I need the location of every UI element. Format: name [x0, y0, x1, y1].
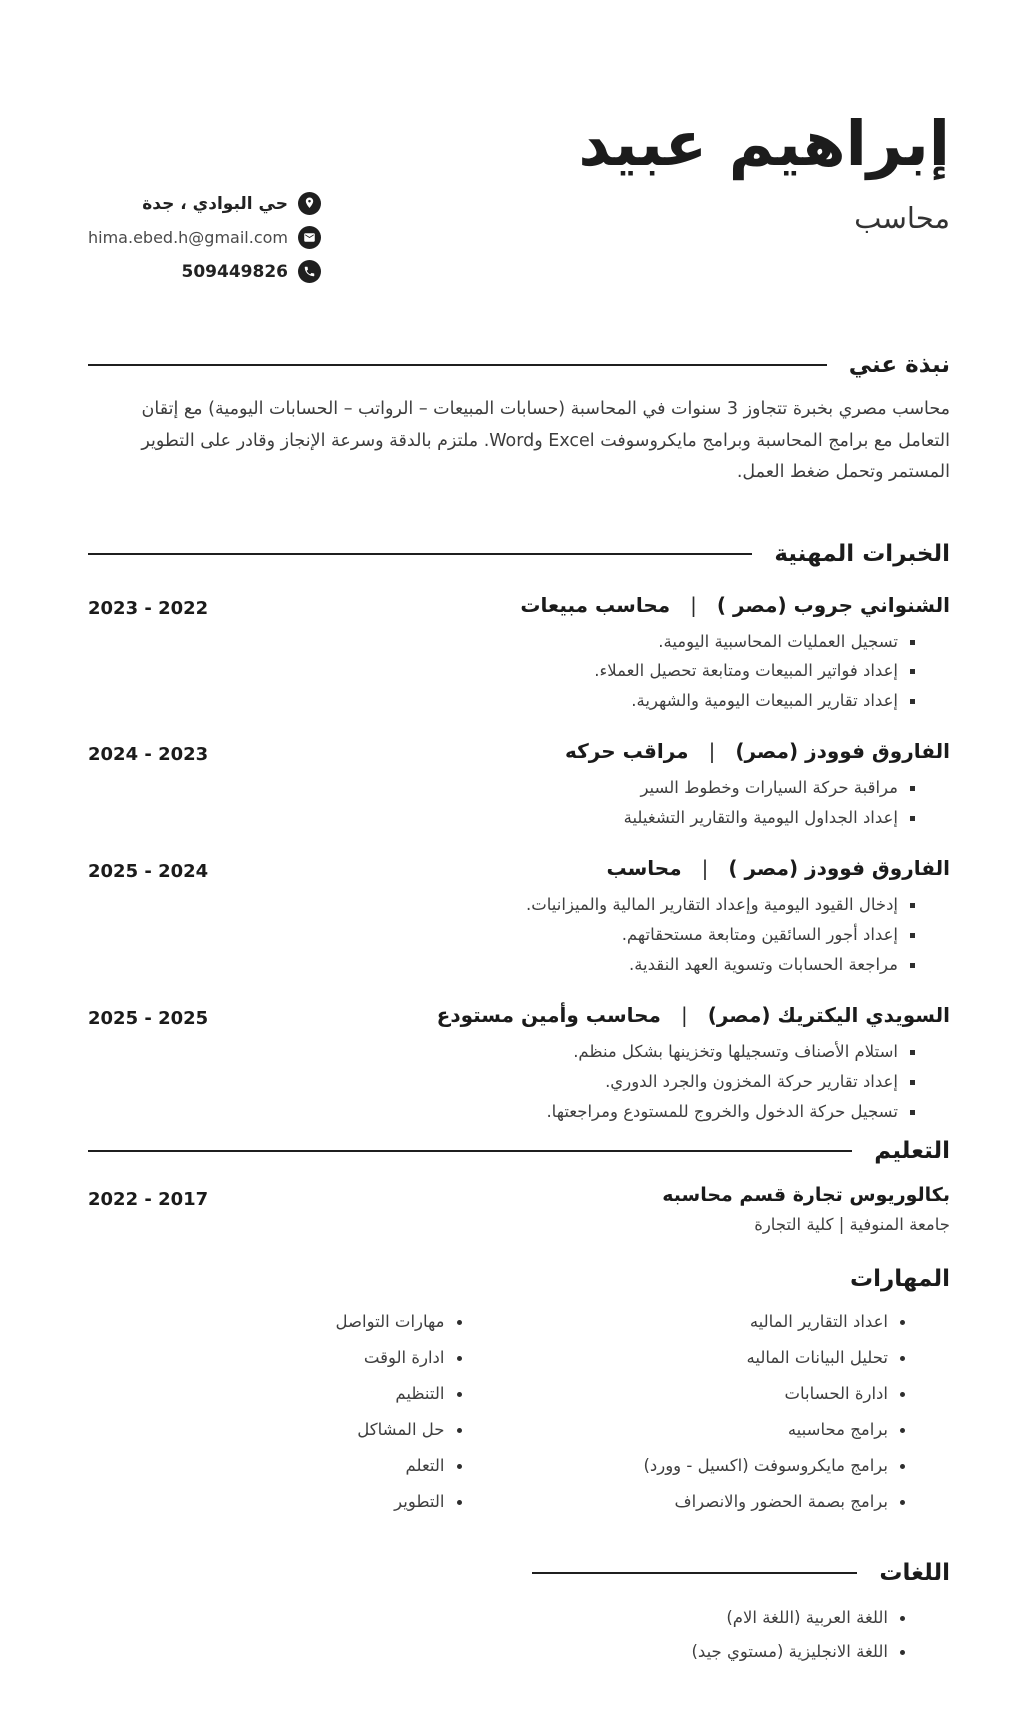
language-item — [88, 1640, 905, 1664]
job-bullets — [88, 776, 915, 830]
experience-section — [88, 541, 950, 1124]
skill-text: مهارات التواصل — [335, 1311, 445, 1331]
skills-grid — [88, 1310, 950, 1527]
education-section — [88, 1138, 950, 1234]
education-degree: بكالوريوس تجارة قسم محاسبه — [662, 1183, 950, 1206]
job-dates: 2024 - 2023 — [88, 744, 209, 766]
job-head — [88, 1003, 950, 1029]
skill-text: حل المشاكل — [357, 1419, 445, 1439]
job-bullet-text: إعداد فواتير المبيعات ومتابعة تحصيل العملاء. — [594, 661, 898, 681]
skill-text: التطوير — [394, 1492, 445, 1512]
bullet-marker — [900, 1356, 905, 1361]
bullet-marker — [900, 1500, 905, 1505]
skills-column-right — [532, 1310, 906, 1527]
bullet-marker — [900, 1392, 905, 1397]
experience-rule — [88, 553, 752, 555]
education-title: التعليم — [874, 1137, 950, 1164]
bullet-marker — [457, 1428, 462, 1433]
language-item — [88, 1606, 905, 1630]
bullet-marker — [457, 1392, 462, 1397]
job-title — [520, 593, 950, 617]
job-separator: | — [701, 856, 709, 881]
skill-item — [532, 1382, 906, 1405]
job-head — [88, 593, 950, 619]
job-head — [88, 739, 950, 765]
job-bullet-text: إعداد الجداول اليومية والتقارير التشغيلية — [623, 808, 898, 828]
email-text: hima.ebed.h@gmail.com — [88, 228, 288, 247]
job-bullet — [88, 630, 915, 654]
bullet-marker — [910, 963, 915, 968]
contact-phone-row — [88, 260, 321, 283]
bullet-marker — [900, 1464, 905, 1469]
bullet-marker — [910, 1080, 915, 1085]
bullet-marker — [900, 1428, 905, 1433]
languages-list — [88, 1606, 905, 1664]
bullet-marker — [910, 1110, 915, 1115]
experience-section-header — [88, 541, 950, 567]
job-bullet-text: استلام الأصناف وتسجيلها وتخزينها بشكل منظم. — [573, 1041, 898, 1061]
job-bullets — [88, 1040, 915, 1124]
job-bullets — [88, 893, 915, 977]
skill-item — [88, 1382, 462, 1405]
job-title — [606, 856, 950, 880]
job-bullet — [88, 659, 915, 683]
bullet-marker — [457, 1500, 462, 1505]
about-section — [88, 352, 950, 489]
education-school: جامعة المنوفية | كلية التجارة — [754, 1214, 950, 1234]
job-head — [88, 856, 950, 882]
job-bullet-text: إدخال القيود اليومية وإعداد التقارير المالية والميزانيات. — [525, 895, 898, 915]
bullet-marker — [910, 1050, 915, 1055]
phone-text: 509449826 — [181, 261, 288, 282]
job-bullet — [88, 1100, 915, 1124]
bullet-marker — [910, 640, 915, 645]
contact-location-row — [88, 192, 321, 215]
job-company: السويدي اليكتريك (مصر) — [707, 1002, 950, 1027]
skill-text: تحليل البيانات الماليه — [746, 1347, 888, 1367]
skill-text: ادارة الوقت — [363, 1347, 445, 1367]
job-bullet-text: مراجعة الحسابات وتسوية العهد النقدية. — [628, 954, 898, 974]
location-text: حي البوادي ، جدة — [142, 193, 288, 214]
bullet-marker — [910, 699, 915, 704]
job-entry — [88, 739, 950, 830]
job-entry — [88, 856, 950, 977]
job-role: محاسب مبيعات — [520, 592, 671, 617]
about-rule — [88, 364, 827, 366]
skill-item — [88, 1418, 462, 1441]
skill-item — [88, 1454, 462, 1477]
job-entry — [88, 1003, 950, 1124]
skill-item — [532, 1490, 906, 1513]
job-bullet — [88, 923, 915, 947]
job-bullet-text: إعداد تقارير حركة المخزون والجرد الدوري. — [605, 1071, 898, 1091]
about-section-header — [88, 352, 950, 378]
job-title — [437, 1003, 950, 1027]
skill-text: برامج محاسبيه — [787, 1419, 888, 1439]
bullet-marker — [910, 669, 915, 674]
bullet-marker — [910, 903, 915, 908]
job-bullet — [88, 776, 915, 800]
job-title — [565, 739, 950, 763]
contact-block — [88, 192, 321, 294]
education-dates: 2022 - 2017 — [88, 1188, 209, 1210]
bullet-marker — [910, 816, 915, 821]
bullet-marker — [457, 1356, 462, 1361]
job-bullet-text: تسجيل العمليات المحاسبية اليومية. — [658, 631, 898, 651]
languages-section — [88, 1560, 950, 1664]
skill-item — [532, 1418, 906, 1441]
job-role: مراقب حركه — [565, 739, 689, 764]
job-bullet — [88, 1070, 915, 1094]
education-detail — [662, 1184, 950, 1234]
location-pin-icon — [298, 192, 321, 215]
job-dates: 2025 - 2025 — [88, 1007, 209, 1029]
job-bullet-text: تسجيل حركة الدخول والخروج للمستودع ومراجعتها. — [546, 1101, 898, 1121]
skills-column-left — [88, 1310, 462, 1527]
bullet-marker — [910, 933, 915, 938]
job-company: الشنواني جروب (مصر ) — [716, 592, 950, 617]
job-separator: | — [708, 739, 716, 764]
skill-text: برامج مايكروسوفت (اكسيل - وورد) — [643, 1456, 888, 1476]
bullet-marker — [910, 786, 915, 791]
about-title: نبذة عني — [848, 352, 950, 378]
phone-icon — [298, 260, 321, 283]
bullet-marker — [457, 1320, 462, 1325]
job-bullet — [88, 893, 915, 917]
languages-rule — [532, 1572, 857, 1574]
bullet-marker — [900, 1650, 905, 1655]
job-bullet — [88, 689, 915, 713]
language-text: اللغة الانجليزية (مستوي جيد) — [691, 1642, 888, 1662]
bullet-marker — [457, 1464, 462, 1469]
education-entry — [88, 1184, 950, 1234]
job-role: محاسب وأمين مستودع — [436, 1002, 661, 1027]
job-bullet-text: إعداد أجور السائقين ومتابعة مستحقاتهم. — [621, 925, 898, 945]
skill-item — [532, 1310, 906, 1333]
skill-text: ادارة الحسابات — [784, 1383, 888, 1403]
skill-text: برامج بصمة الحضور والانصراف — [674, 1492, 888, 1512]
job-entry — [88, 593, 950, 714]
skill-text: اعداد التقارير الماليه — [749, 1311, 888, 1331]
skills-section-header — [88, 1266, 950, 1292]
job-bullet-text: إعداد تقارير المبيعات اليومية والشهرية. — [631, 691, 898, 711]
job-dates: 2025 - 2024 — [88, 861, 209, 883]
job-bullets — [88, 630, 915, 714]
bullet-marker — [900, 1616, 905, 1621]
skills-section — [88, 1266, 950, 1527]
languages-section-header — [88, 1560, 950, 1586]
candidate-job-title: محاسب — [854, 200, 950, 235]
job-company: الفاروق فوودز (مصر ) — [728, 856, 950, 881]
skill-item — [88, 1490, 462, 1513]
education-section-header — [88, 1138, 950, 1164]
job-separator: | — [690, 592, 697, 617]
job-role: محاسب — [606, 856, 682, 881]
name-block — [578, 104, 950, 235]
languages-title: اللغات — [879, 1560, 950, 1587]
job-bullet — [88, 806, 915, 830]
skill-item — [88, 1310, 462, 1333]
skills-title: المهارات — [850, 1265, 950, 1292]
about-text: محاسب مصري بخبرة تتجاوز 3 سنوات في المحاسبة (حسابات المبيعات – الرواتب – الحسابات اليومية) مع إتقان التعامل مع برامج المحاسبة وبرامج مايكروسوفت Excel وWord. ملتزم بالدقة وسرعة الإنجاز وقادر على التطوير المستمر وتحمل ضغط العمل. — [141, 399, 950, 482]
email-icon — [298, 226, 321, 249]
education-rule — [88, 1150, 852, 1152]
experience-title: الخبرات المهنية — [774, 540, 950, 567]
skill-item — [532, 1454, 906, 1477]
candidate-name: إبراهيم عبيد — [578, 107, 950, 180]
header — [88, 104, 950, 294]
skill-text: التنظيم — [395, 1383, 445, 1403]
contact-email-row — [88, 226, 321, 249]
bullet-marker — [900, 1320, 905, 1325]
skill-text: التعلم — [405, 1456, 445, 1476]
job-bullet — [88, 1040, 915, 1064]
job-bullet-text: مراقبة حركة السيارات وخطوط السير — [640, 778, 898, 798]
job-company: الفاروق فوودز (مصر) — [735, 739, 950, 764]
job-dates: 2023 - 2022 — [88, 597, 209, 619]
skill-item — [532, 1346, 906, 1369]
job-bullet — [88, 953, 915, 977]
skill-item — [88, 1346, 462, 1369]
job-separator: | — [680, 1002, 688, 1027]
language-text: اللغة العربية (اللغة الام) — [726, 1608, 888, 1628]
